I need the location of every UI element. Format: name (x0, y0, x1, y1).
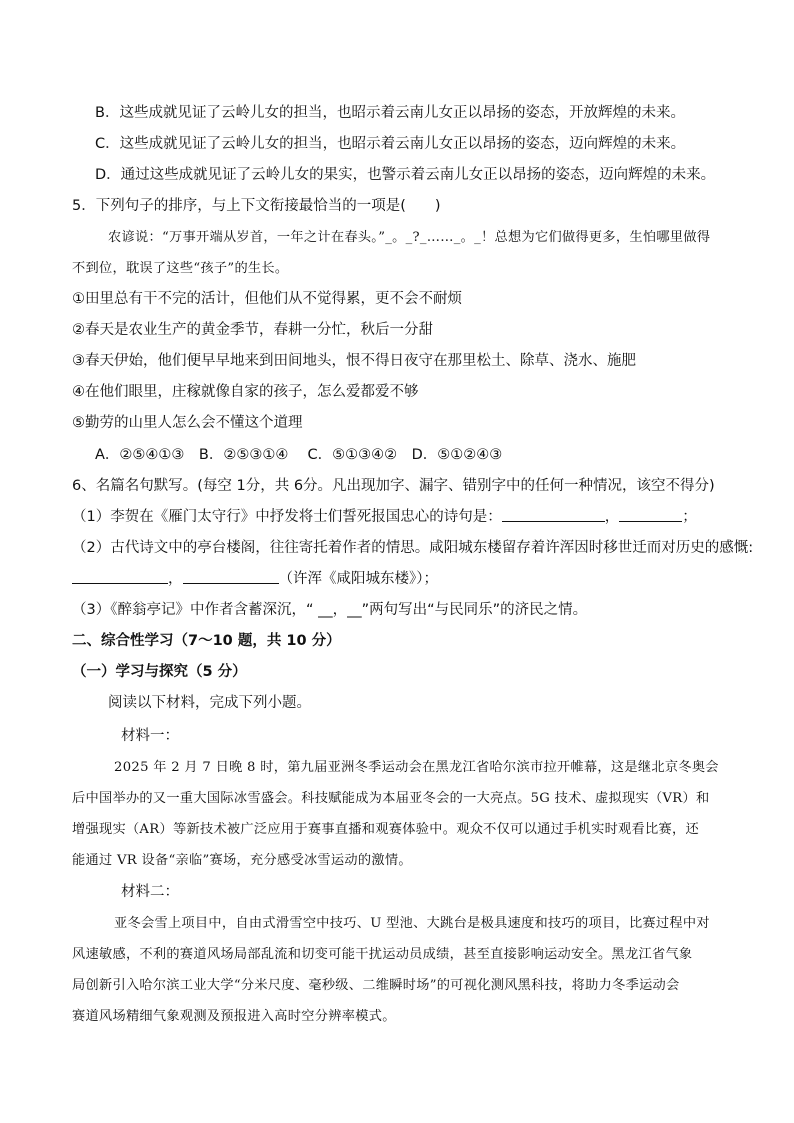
answer-blank[interactable] (72, 569, 168, 584)
material-2-line: 亚冬会雪上项目中，自由式滑雪空中技巧、U 型池、大跳台是极具速度和技巧的项目，比赛过程中对 (114, 916, 710, 931)
q6-item-2-line-1: （2）古代诗文中的亭台楼阁，往往寄托着作者的情思。咸阳城东楼留存着许浑因时移世迁而对历史的感慨: (72, 540, 754, 556)
q6-item-2-line-2 (72, 569, 438, 589)
q6-item-2-source: （许浑《咸阳城东楼》）； (278, 571, 438, 587)
sentence-item-3: ③春天伊始，他们便早早地来到田间地头，恨不得日夜守在那里松土、除草、浇水、施肥 (72, 353, 636, 369)
sentence-item-4: ④在他们眼里，庄稼就像自家的孩子，怎么爱都爱不够 (72, 384, 419, 400)
q6-item-1 (72, 507, 697, 527)
q6-item-1-text: （1）李贺在《雁门太守行》中抒发将士们誓死报国忠心的诗句是： (72, 509, 502, 525)
question-6-stem: 6、名篇名句默写。(每空 1分，共 6分。凡出现加字、漏字、错别字中的任何一种情况，该空不得分) (72, 478, 715, 494)
answer-blank[interactable] (619, 507, 682, 522)
material-2-line: 赛道风场精细气象观测及预报进入高时空分辨率模式。 (72, 1009, 396, 1024)
comma: ， (168, 571, 183, 587)
subsection-1-title: （一）学习与探究（5 分） (72, 664, 247, 680)
passage-line-2: 不到位，耽误了这些“孩子”的生长。 (72, 261, 289, 276)
reading-instruction: 阅读以下材料，完成下列小题。 (108, 695, 311, 711)
answer-blank[interactable] (183, 569, 279, 584)
answer-choices: A．②⑤④①③ B．②⑤③①④ C．⑤①③④② D．⑤①②④③ (95, 447, 503, 463)
material-1-line: 后中国举办的又一重大国际冰雪盛会。科技赋能成为本届亚冬会的一大亮点。5G 技术、虚拟现实（VR）和 (72, 791, 710, 806)
answer-blank[interactable] (502, 507, 605, 522)
material-2-line: 局创新引入哈尔滨工业大学“分米尺度、毫秒级、二维瞬时场”的可视化测风黑科技，将助力冬季运动会 (72, 978, 680, 993)
material-1-line: 增强现实（AR）等新技术被广泛应用于赛事直播和观赛体验中。观众不仅可以通过手机实时观看比赛，还 (72, 822, 699, 837)
option-b: B．这些成就见证了云岭儿女的担当，也昭示着云南儿女正以昂扬的姿态，开放辉煌的未来。 (95, 105, 685, 121)
section-2-title: 二、综合性学习（7～10 题，共 10 分） (72, 633, 341, 649)
material-1-line: 2025 年 2 月 7 日晚 8 时，第九届亚洲冬季运动会在黑龙江省哈尔滨市拉开帷幕，这是继北京冬奥会 (114, 760, 719, 775)
sentence-item-1: ①田里总有干不完的活计，但他们从不觉得累，更不会不耐烦 (72, 291, 462, 307)
question-5-stem: 5．下列句子的排序，与上下文衔接最恰当的一项是( ) (72, 198, 441, 214)
option-c: C．这些成就见证了云岭儿女的担当，也昭示着云南儿女正以昂扬的姿态，迈向辉煌的未来。 (95, 136, 686, 152)
sentence-item-2: ②春天是农业生产的黄金季节，春耕一分忙，秋后一分甜 (72, 322, 433, 338)
sentence-item-5: ⑤勤劳的山里人怎么会不懂这个道理 (72, 415, 303, 431)
material-2-line: 风速敏感，不利的赛道风场局部乱流和切变可能干扰运动员成绩，甚至直接影响运动安全。黑龙江省气象 (72, 947, 693, 962)
comma: ， (604, 509, 620, 525)
q6-item-3: （3）《醉翁亭记》中作者含蓄深沉，“ __，__”两句写出“与民同乐”的济民之情。 (72, 602, 588, 618)
semicolon: ； (682, 509, 697, 525)
material-1-line: 能通过 VR 设备“亲临”赛场，充分感受冰雪运动的激情。 (72, 853, 412, 868)
material-1-label: 材料一： (121, 728, 179, 744)
passage-line-1: 农谚说：“万事开端从岁首，一年之计在春头。”_。_?_……_。_！总想为它们做得更多，生怕哪里做得 (108, 230, 711, 245)
material-2-label: 材料二： (121, 884, 179, 900)
option-d: D．通过这些成就见证了云岭儿女的果实，也警示着云南儿女正以昂扬的姿态，迈向辉煌的未来。 (95, 167, 716, 183)
